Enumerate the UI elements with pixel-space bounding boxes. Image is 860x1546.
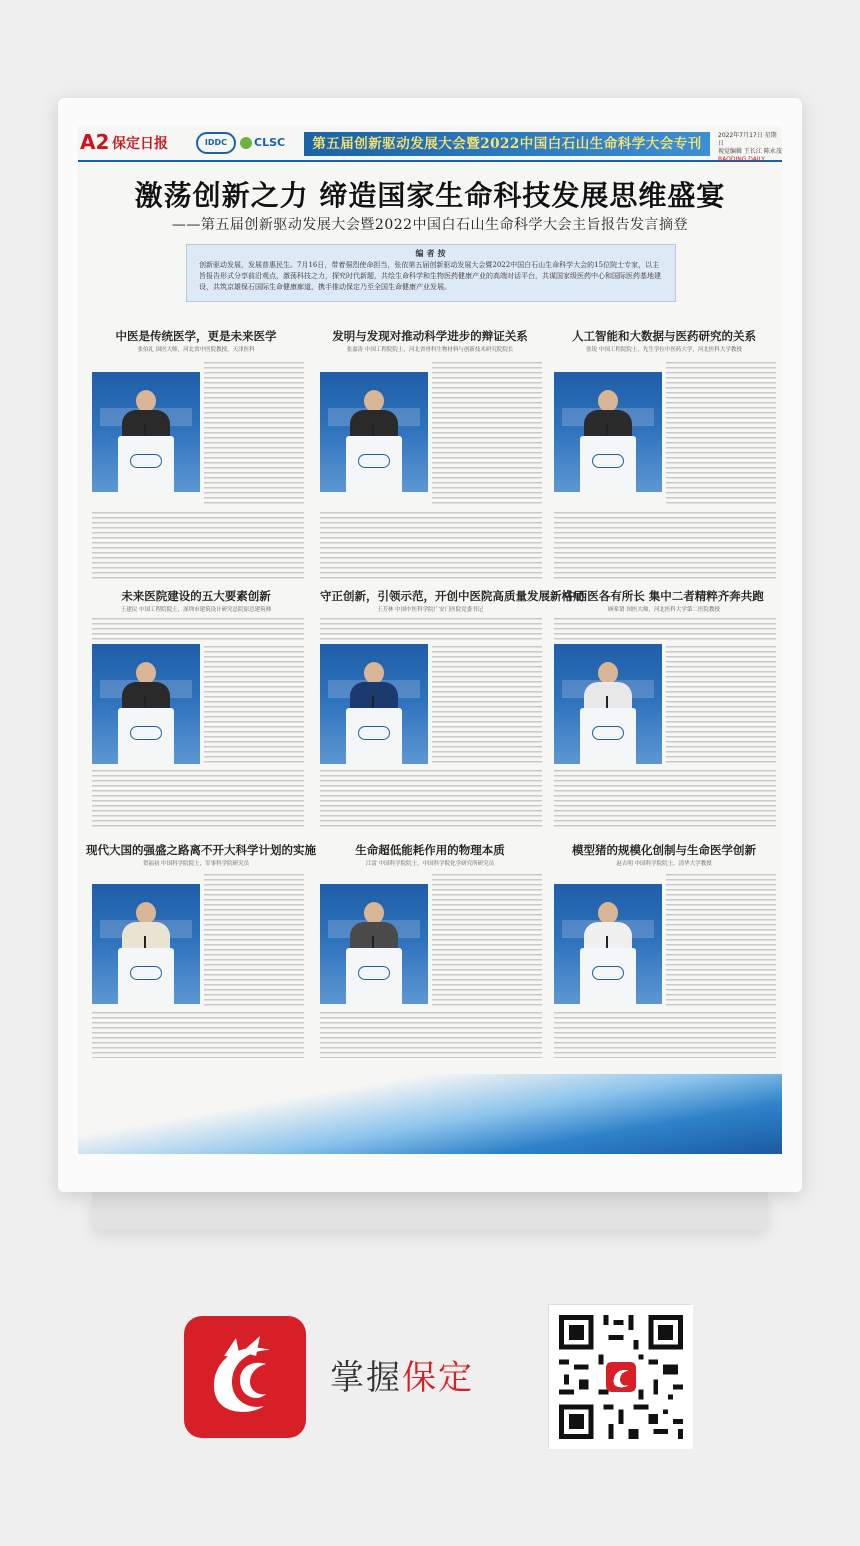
article-title: 发明与发现对推动科学进步的辩证关系 [332,329,528,343]
speaker-photo [320,644,428,764]
article-title: 模型猪的规模化创制与生命医学创新 [572,843,756,857]
article-author: 王芳林 中国中医科学院广安门医院党委书记 [376,607,484,613]
article-title: 中医是传统医学，更是未来医学 [115,329,277,343]
issue-english: BAODING DAILY [718,156,765,163]
article-author: 赵吉明 中国科学院院士，清华大学教授 [616,861,712,867]
article-body-text [432,872,542,1008]
qr-code [548,1304,692,1448]
speaker-photo [554,884,662,1004]
app-logo-icon[interactable] [184,1316,306,1438]
issue-meta [718,132,782,164]
brand-name-red: 保定 [402,1358,474,1398]
editor-note [186,244,676,302]
issue-editors: 视觉编辑 王长江 陈永茂 [718,148,782,155]
brand-name-dark: 掌握 [330,1358,402,1398]
article-body-text [204,360,304,506]
article-body-text [666,644,776,764]
article-body-text [432,644,542,764]
speaker-photo [92,884,200,1004]
article-body-text [432,360,542,506]
article-title: 未来医院建设的五大要素创新 [121,589,271,603]
newspaper-page [78,126,782,1154]
article-body-text [666,360,776,506]
speaker-photo [320,372,428,492]
article-author: 贺福初 中国科学院院士，军事科学院研究员 [142,861,250,867]
article-body-text [92,616,304,640]
article-body-text [666,872,776,1008]
speaker-photo [320,884,428,1004]
article-author: 顾希贤 国医大师，河北医科大学第二医院教授 [608,607,720,613]
article-body-text [554,768,776,828]
decorative-wave [78,1074,782,1154]
masthead [78,126,782,162]
article-body-text [320,510,542,582]
article-author: 张锐 中国工程院院士，先生学位中医药大学，河北医科大学教授 [586,347,742,353]
sub-headline: ——第五届创新驱动发展大会暨2022中国白石山生命科学大会主旨报告发言摘登 [171,217,689,233]
clsc-logo: CLSC [240,132,296,154]
speaker-photo [92,372,200,492]
article-body-text [320,1010,542,1058]
card-stack-shadow [92,1192,768,1230]
article-body-text [204,872,304,1008]
speaker-photo [554,644,662,764]
article-author: 张伯礼 国医大师，河北省中医院教授，天津医科 [137,347,255,353]
article-author: 张嘉涛 中国工程院院士，河北省骨科生物材料与创新技术研究院院长 [346,347,514,353]
article-title: 人工智能和大数据与医药研究的关系 [572,329,756,343]
iddc-logo: IDDC [196,132,236,154]
article-author: 江雷 中国科学院院士，中国科学院化学研究所研究员 [365,861,495,867]
speaker-photo [554,372,662,492]
article-body-text [554,616,776,640]
editor-note-text: 创新驱动发展，发展普惠民生。7月16日，带着强烈使命担当，张依第五届创新驱动发展大会暨2022中国白石山生命科学大会的15位院士专家，以主旨报告形式分享前沿观点，激荡科技之力，探究时代新题，共绘生命科学和生物医药健康产业的高端对话平台，共谋国家级医药中心和国际医药基地建设，共筑京雄保石国际生命健康廊道，携手推动保定乃至全国生命健康产业发展。 [199,261,661,291]
article-body-text [92,1010,304,1058]
issue-date: 2022年7月17日 星期日 [718,132,777,147]
article-body-text [320,616,542,640]
special-issue-banner: 第五届创新驱动发展大会暨2022中国白石山生命科学大会专刊 [304,132,710,156]
article-title: 中西医各有所长 集中二者精粹齐奔共跑 [564,589,764,603]
article-title: 守正创新，引领示范，开创中医院高质量发展新格局 [320,589,585,603]
article-body-text [204,644,304,764]
article-title: 生命超低能耗作用的物理本质 [355,843,505,857]
article-title: 现代大国的强盛之路离不开大科学计划的实施 [86,843,316,857]
paper-name: 保定日报 [112,136,168,152]
article-body-text [92,510,304,582]
speaker-photo [92,644,200,764]
article-body-text [554,510,776,582]
article-body-text [554,1010,776,1058]
article-author: 王建民 中国工程院院士，深圳市建筑设计研究总院原总建筑师 [120,607,272,613]
brand-name [330,1350,474,1399]
article-body-text [320,768,542,828]
main-headline: 激荡创新之力 缔造国家生命科技发展思维盛宴 [134,179,726,212]
editor-note-label: 编者按 [415,248,449,258]
article-body-text [92,768,304,828]
page-number: A2 [80,130,110,154]
